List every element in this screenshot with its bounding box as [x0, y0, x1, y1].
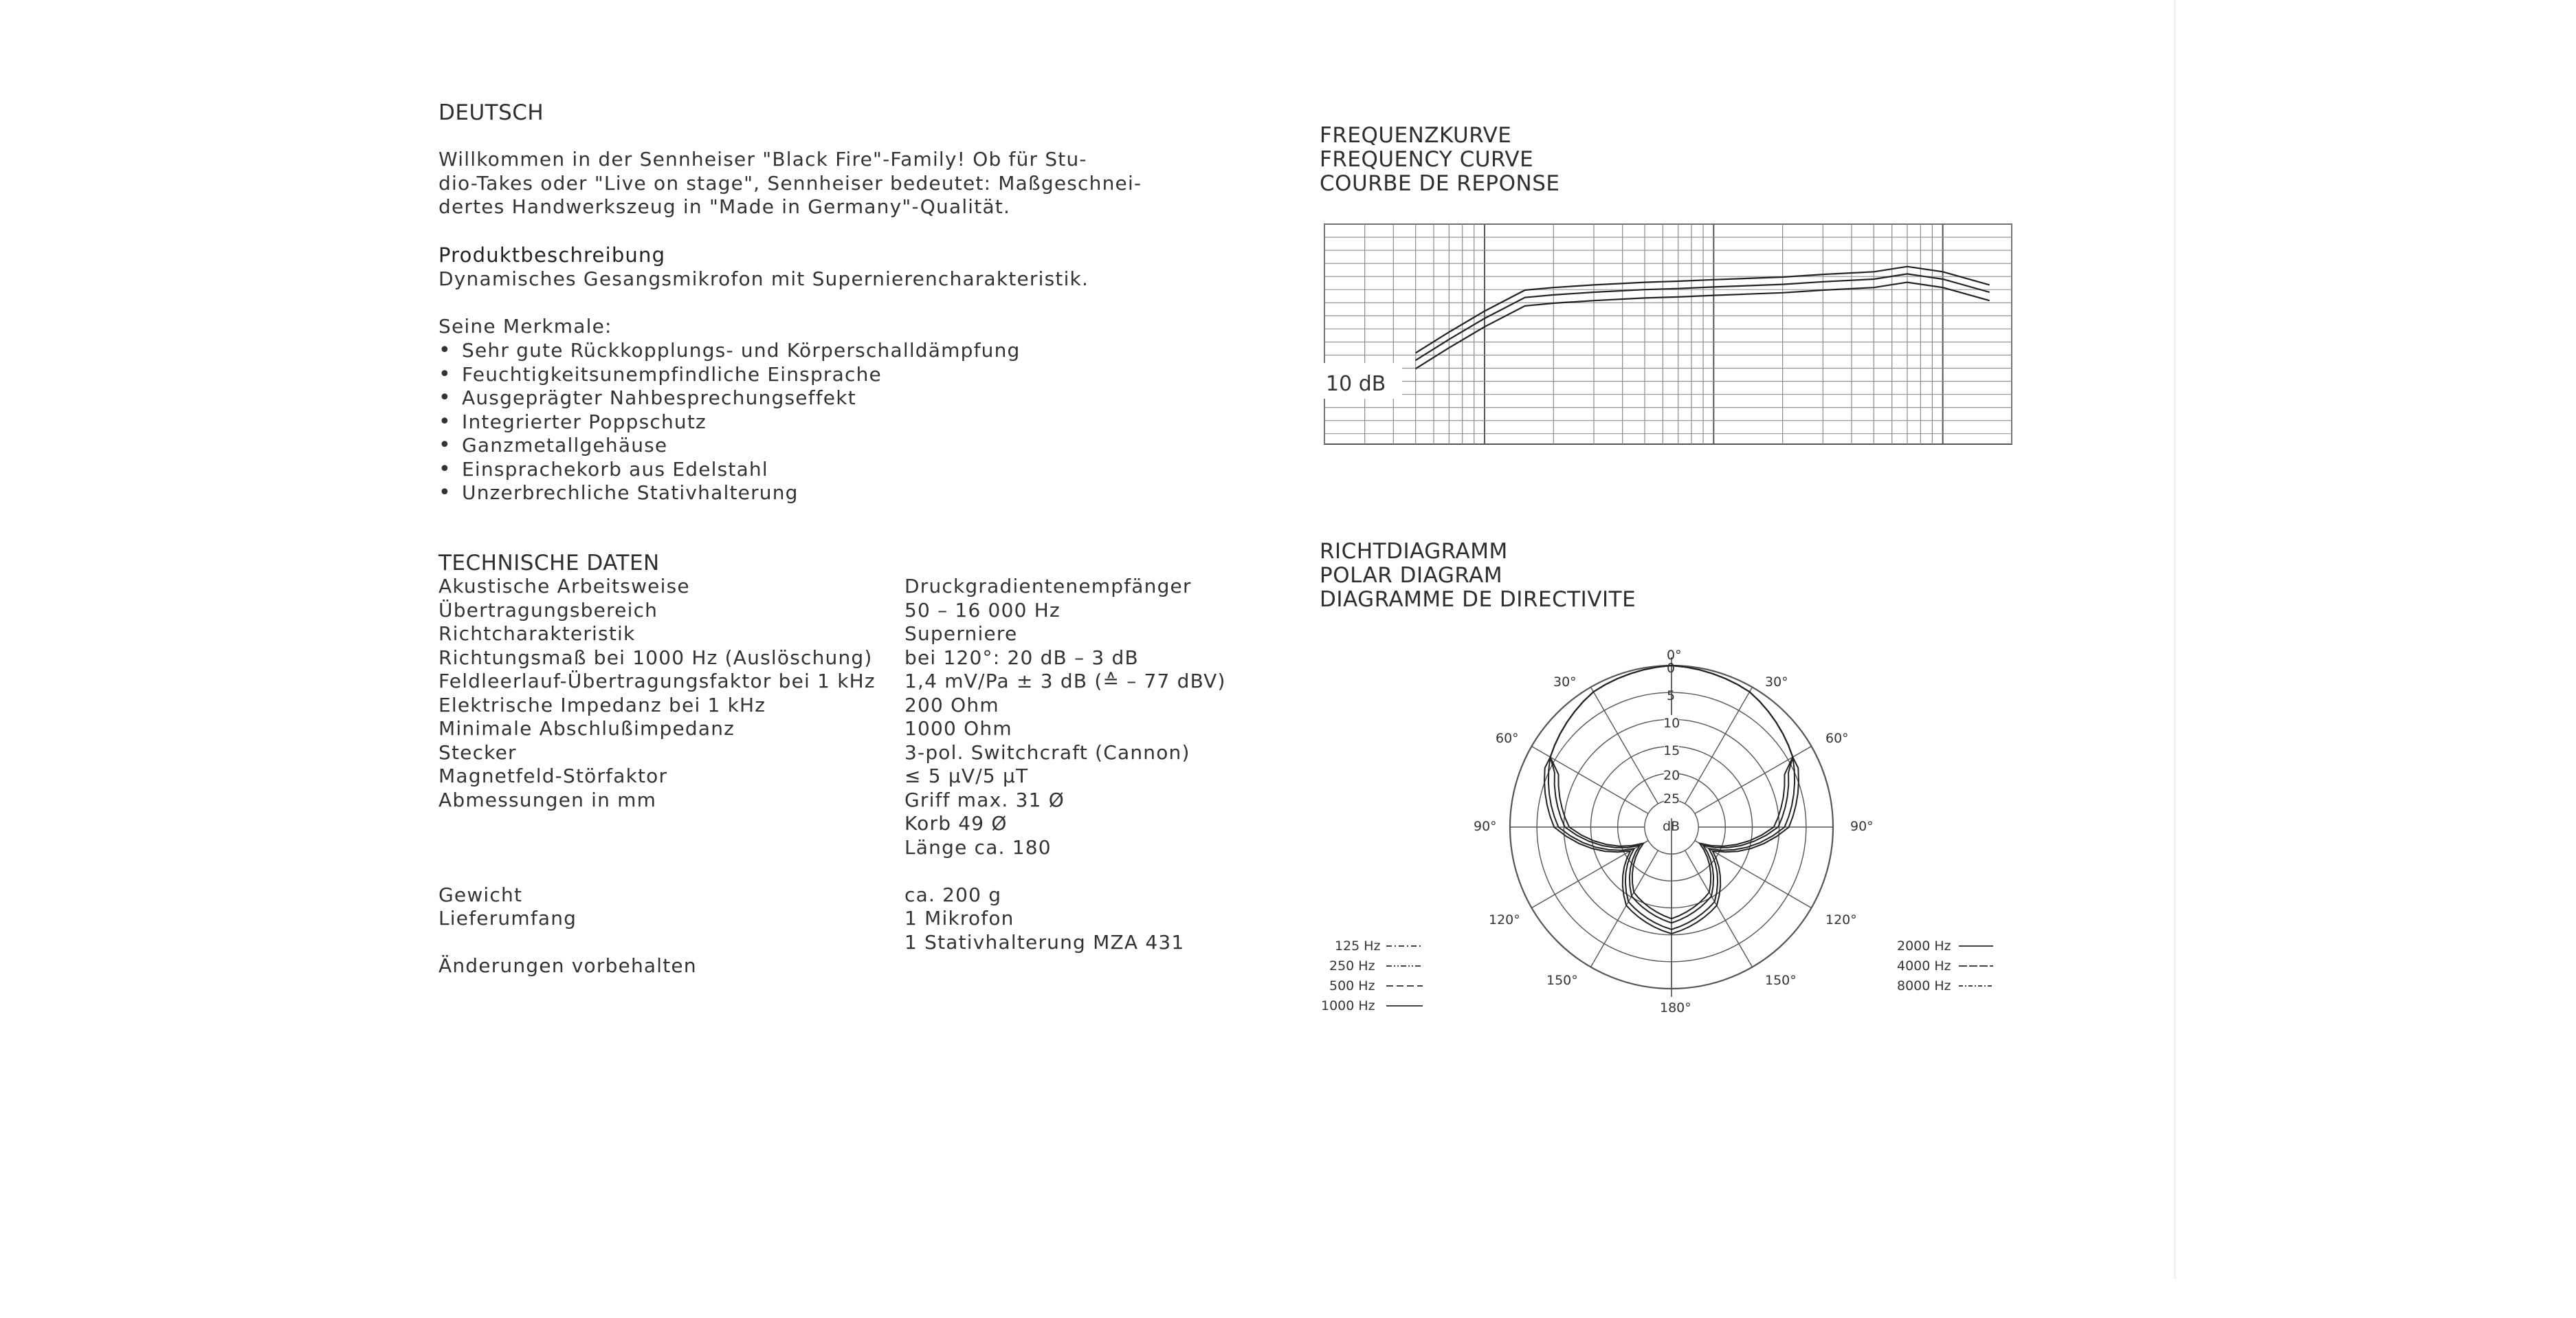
- spec-label: Magnetfeld-Störfaktor: [438, 765, 668, 787]
- product-text: Dynamisches Gesangsmikrofon mit Supernierencharakteristik.: [438, 267, 1089, 290]
- spec-value: Superniere: [904, 622, 1018, 645]
- spec-value: 1,4 mV/Pa ± 3 dB (≙ – 77 dBV): [904, 670, 1226, 692]
- legend-label: 8000 Hz: [1897, 978, 1951, 993]
- spec-spacer: [438, 812, 876, 836]
- footer-note: Änderungen vorbehalten: [438, 954, 697, 977]
- angle-label-60-left: 60°: [1496, 731, 1519, 746]
- legend-label: 125 Hz: [1335, 938, 1381, 954]
- spec-value: Griff max. 31 Ø: [904, 788, 1065, 811]
- spec-label: Abmessungen in mm: [438, 788, 657, 811]
- spec-label: Richtcharakteristik: [438, 622, 636, 645]
- scale-label: 10 dB: [1326, 372, 1386, 396]
- page-edge: [2174, 0, 2176, 1279]
- spec-label: Gewicht: [438, 883, 523, 906]
- frequency-title-en: FREQUENCY CURVE: [1320, 147, 1534, 172]
- spec-label: Akustische Arbeitsweise: [438, 575, 690, 597]
- language-heading: DEUTSCH: [438, 100, 544, 125]
- angle-label-30-left: 30°: [1553, 674, 1577, 690]
- angle-label-90-left: 90°: [1474, 819, 1497, 834]
- feature-item: • Sehr gute Rückkopplungs- und Körperschalldämpfung: [438, 339, 1021, 363]
- product-heading: Produktbeschreibung: [438, 243, 666, 267]
- spec-value: 1 Stativhalterung MZA 431: [904, 930, 1185, 954]
- feature-item: • Ausgeprägter Nahbesprechungseffekt: [438, 386, 1021, 410]
- legend-left: [1321, 938, 1423, 1013]
- db-label-15: 15: [1663, 743, 1680, 758]
- polar-titles: [1320, 540, 1636, 612]
- spec-value: [904, 859, 1226, 883]
- spec-value: Länge ca. 180: [904, 835, 1052, 859]
- angle-label-30-right: 30°: [1765, 674, 1788, 690]
- db-label-10: 10: [1663, 716, 1680, 731]
- spec-label: Richtungsmaß bei 1000 Hz (Auslöschung): [438, 646, 873, 669]
- frequency-curve-line: [1416, 283, 1990, 369]
- feature-item: • Feuchtigkeitsunempfindliche Einsprache: [438, 363, 1021, 387]
- legend-label: 2000 Hz: [1897, 938, 1951, 954]
- spec-value: 1 Mikrofon: [904, 907, 1014, 930]
- db-label-5: 5: [1667, 688, 1676, 703]
- polar-title-de: RICHTDIAGRAMM: [1320, 539, 1508, 564]
- spec-label: Minimale Abschlußimpedanz: [438, 717, 735, 740]
- spec-label: Übertragungsbereich: [438, 598, 658, 622]
- legend-label: 4000 Hz: [1897, 958, 1951, 974]
- tech-heading: TECHNISCHE DATEN: [438, 551, 660, 575]
- frequency-frame: [1324, 224, 2012, 444]
- spec-spacer: [438, 859, 876, 883]
- angle-label-0: 0°: [1667, 648, 1682, 663]
- spec-value: 1000 Ohm: [904, 717, 1012, 740]
- spec-labels: [438, 575, 876, 931]
- db-label-20: 20: [1663, 768, 1680, 783]
- spec-values: [904, 575, 1226, 954]
- features-heading: Seine Merkmale:: [438, 315, 612, 338]
- legend-label: 250 Hz: [1329, 958, 1375, 974]
- angle-label-60-right: 60°: [1825, 731, 1849, 746]
- legend-label: 1000 Hz: [1321, 998, 1375, 1013]
- spec-value: 200 Ohm: [904, 693, 999, 716]
- frequency-titles: [1320, 124, 1559, 196]
- legend-right: [1897, 938, 1993, 993]
- feature-item: • Einsprachekorb aus Edelstahl: [438, 458, 1021, 482]
- angle-label-180: 180°: [1660, 1000, 1691, 1015]
- angle-label-150-right: 150°: [1765, 973, 1797, 988]
- spec-spacer: [438, 836, 876, 860]
- frequency-title-de: FREQUENZKURVE: [1320, 123, 1512, 148]
- spec-label: Feldleerlauf-Übertragungsfaktor bei 1 kHz: [438, 670, 876, 692]
- spec-label: Lieferumfang: [438, 907, 577, 930]
- spec-value: Korb 49 Ø: [904, 812, 1008, 835]
- angle-label-90-right: 90°: [1850, 819, 1874, 834]
- frequency-grid: [1324, 224, 2012, 444]
- spec-label: Stecker: [438, 740, 517, 764]
- legend-label: 500 Hz: [1329, 978, 1375, 993]
- spec-label: Elektrische Impedanz bei 1 kHz: [438, 693, 766, 716]
- spec-value: 3-pol. Switchcraft (Cannon): [904, 740, 1190, 764]
- spec-value: ≤ 5 µV/5 µT: [904, 765, 1029, 787]
- polar-title-fr: DIAGRAMME DE DIRECTIVITE: [1320, 587, 1636, 612]
- frequency-title-fr: COURBE DE REPONSE: [1320, 171, 1560, 196]
- db-label-25: 25: [1663, 791, 1680, 806]
- polar-title-en: POLAR DIAGRAM: [1320, 563, 1503, 588]
- db-label-0: 0: [1667, 661, 1676, 676]
- polar-chart: [1306, 633, 2034, 1024]
- db-label-unit: dB: [1663, 819, 1680, 834]
- feature-item: • Ganzmetallgehäuse: [438, 434, 1021, 458]
- intro-line: Willkommen in der Sennheiser "Black Fire"-Family! Ob für Stu-: [438, 148, 1087, 171]
- spec-value: Druckgradientenempfänger: [904, 575, 1192, 597]
- angle-label-120-right: 120°: [1825, 912, 1857, 927]
- features-list: [438, 339, 1021, 505]
- angle-label-120-left: 120°: [1489, 912, 1520, 927]
- intro-line: dertes Handwerkszeug in "Made in Germany"-Qualität.: [438, 195, 1011, 218]
- feature-item: • Unzerbrechliche Stativhalterung: [438, 481, 1021, 505]
- intro-paragraph: [438, 148, 1142, 219]
- spec-value: ca. 200 g: [904, 883, 1002, 906]
- frequency-chart: [1316, 219, 2017, 450]
- intro-line: dio-Takes oder "Live on stage", Sennheiser bedeutet: Maßgeschnei-: [438, 171, 1142, 195]
- spec-value: bei 120°: 20 dB – 3 dB: [904, 646, 1139, 669]
- spec-value: 50 – 16 000 Hz: [904, 598, 1061, 622]
- feature-item: • Integrierter Poppschutz: [438, 410, 1021, 435]
- angle-label-150-left: 150°: [1546, 973, 1578, 988]
- frequency-curves: [1416, 267, 1990, 369]
